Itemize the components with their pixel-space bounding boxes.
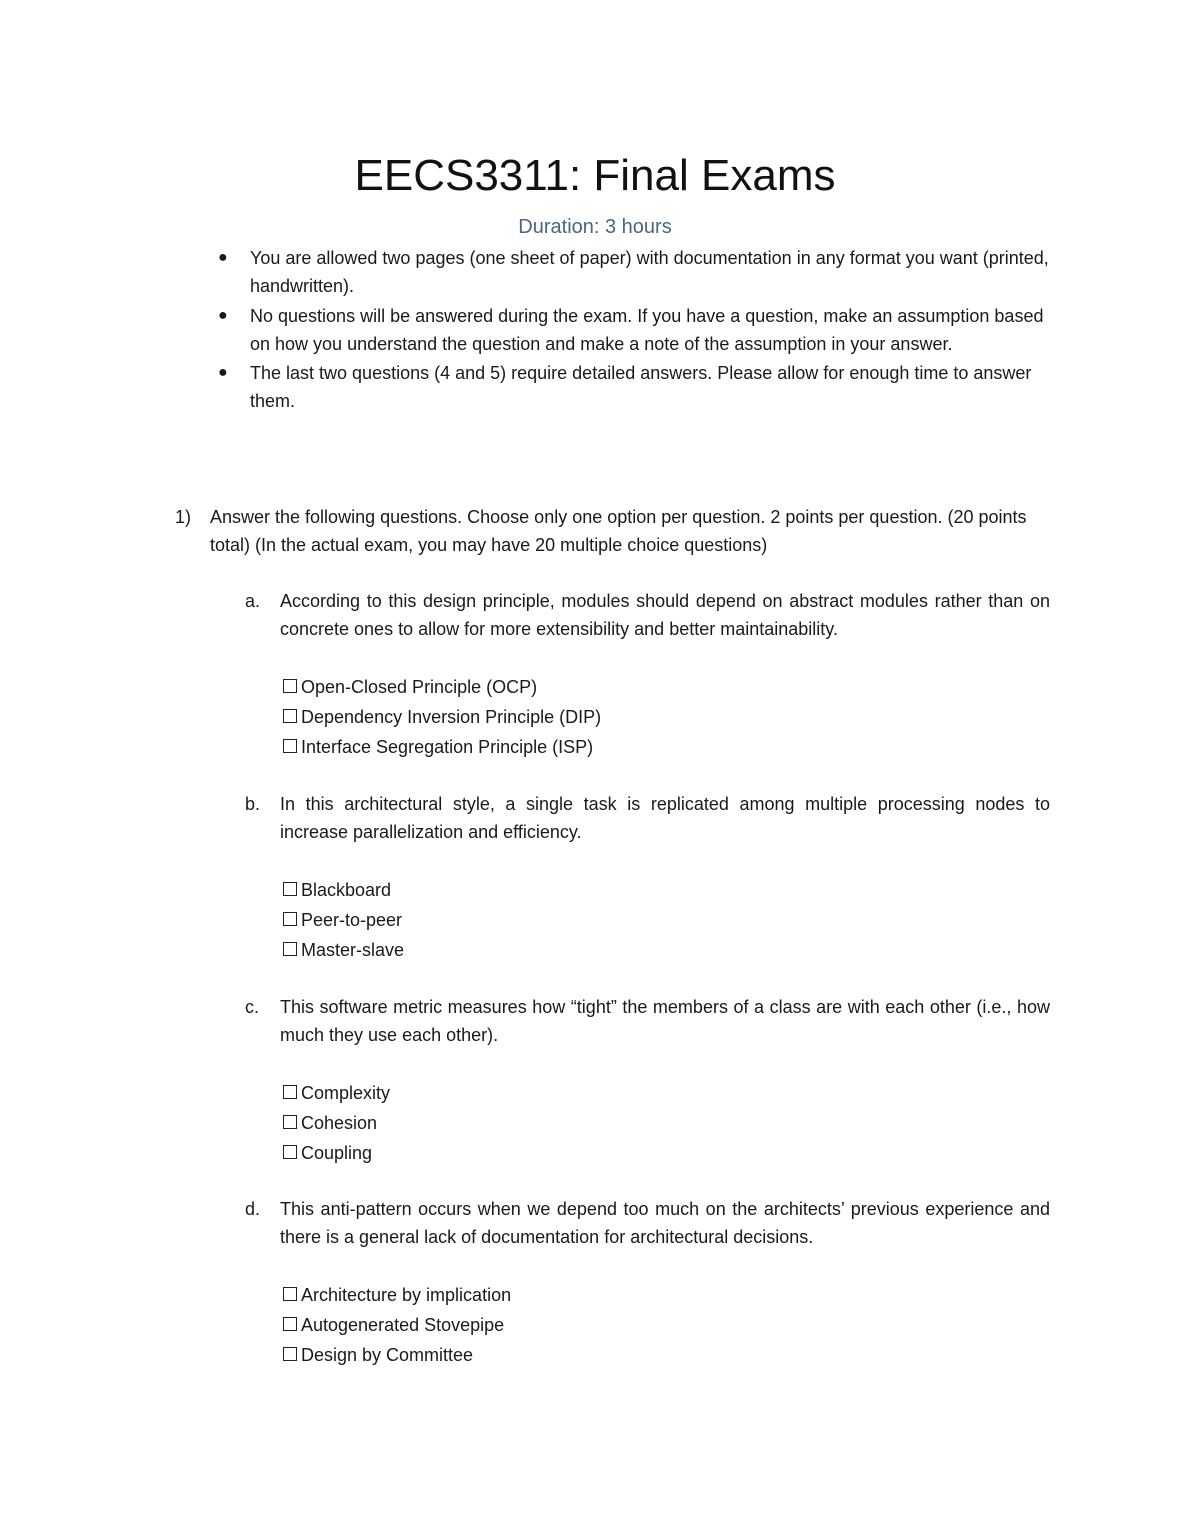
option-label: Interface Segregation Principle (ISP) bbox=[301, 737, 594, 757]
option-label: Design by Committee bbox=[301, 1345, 474, 1365]
rule-text: You are allowed two pages (one sheet of paper) with documentation in any format you want (printed, handwritten). bbox=[250, 248, 1049, 296]
subquestion-text: This anti-pattern occurs when we depend too much on the architects’ previous experience and there is a general lack of documentation for architectural decisions. bbox=[280, 1199, 1050, 1247]
option-item[interactable] bbox=[283, 935, 404, 965]
checkbox-icon[interactable] bbox=[283, 679, 297, 693]
subquestion-text: In this architectural style, a single task is replicated among multiple processing nodes to increase parallelization and efficiency. bbox=[280, 794, 1050, 842]
subquestion-text: According to this design principle, modules should depend on abstract modules rather than on concrete ones to allow for more extensibility and better maintainability. bbox=[280, 591, 1050, 639]
option-item[interactable] bbox=[283, 1108, 390, 1138]
option-item[interactable] bbox=[283, 672, 601, 702]
option-item[interactable] bbox=[283, 905, 404, 935]
rule-item bbox=[218, 302, 1060, 358]
option-list bbox=[283, 1280, 511, 1370]
option-item[interactable] bbox=[283, 1280, 511, 1310]
rule-item bbox=[218, 359, 1060, 415]
option-item[interactable] bbox=[283, 1310, 511, 1340]
option-label: Cohesion bbox=[301, 1113, 378, 1133]
question-number: 1) bbox=[175, 507, 192, 527]
option-list bbox=[283, 875, 404, 965]
checkbox-icon[interactable] bbox=[283, 1347, 297, 1361]
option-label: Master-slave bbox=[301, 940, 405, 960]
checkbox-icon[interactable] bbox=[283, 1145, 297, 1159]
subquestion-letter: b. bbox=[245, 794, 261, 814]
option-label: Peer-to-peer bbox=[301, 910, 403, 930]
option-list bbox=[283, 672, 601, 762]
bullet-icon: ● bbox=[218, 364, 228, 381]
option-item[interactable] bbox=[283, 1078, 390, 1108]
rule-text: No questions will be answered during the exam. If you have a question, make an assumption based on how you understand the question and make a note of the assumption in your answer. bbox=[250, 305, 1044, 354]
subquestion-letter: a. bbox=[245, 591, 261, 611]
page-title: EECS3311: Final Exams bbox=[354, 151, 836, 200]
question-text: Answer the following questions. Choose only one option per question. 2 points per question. (20 points total) (In the actual exam, you may have 20 multiple choice questions) bbox=[210, 507, 1027, 555]
option-list bbox=[283, 1078, 390, 1168]
option-item[interactable] bbox=[283, 1138, 390, 1168]
checkbox-icon[interactable] bbox=[283, 1317, 297, 1331]
option-label: Architecture by implication bbox=[301, 1285, 512, 1305]
checkbox-icon[interactable] bbox=[283, 1085, 297, 1099]
rule-text: The last two questions (4 and 5) require detailed answers. Please allow for enough time to answer them. bbox=[250, 363, 1032, 411]
checkbox-icon[interactable] bbox=[283, 1115, 297, 1129]
option-label: Dependency Inversion Principle (DIP) bbox=[301, 707, 602, 727]
checkbox-icon[interactable] bbox=[283, 1287, 297, 1301]
checkbox-icon[interactable] bbox=[283, 739, 297, 753]
option-item[interactable] bbox=[283, 702, 601, 732]
checkbox-icon[interactable] bbox=[283, 942, 297, 956]
option-label: Coupling bbox=[301, 1143, 373, 1163]
option-item[interactable] bbox=[283, 732, 601, 762]
option-item[interactable] bbox=[283, 875, 404, 905]
option-label: Open-Closed Principle (OCP) bbox=[301, 677, 538, 697]
bullet-icon: ● bbox=[218, 249, 228, 266]
option-label: Complexity bbox=[301, 1083, 391, 1103]
duration-subtitle: Duration: 3 hours bbox=[518, 216, 672, 238]
exam-rules-list bbox=[218, 244, 1060, 417]
option-label: Blackboard bbox=[301, 880, 392, 900]
checkbox-icon[interactable] bbox=[283, 882, 297, 896]
checkbox-icon[interactable] bbox=[283, 709, 297, 723]
subquestion-text: This software metric measures how “tight” the members of a class are with each other (i.e., how much they use each other). bbox=[280, 997, 1050, 1045]
checkbox-icon[interactable] bbox=[283, 912, 297, 926]
subquestion-letter: d. bbox=[245, 1199, 261, 1219]
rule-item bbox=[218, 244, 1060, 300]
bullet-icon: ● bbox=[218, 306, 228, 324]
option-label: Autogenerated Stovepipe bbox=[301, 1315, 505, 1335]
subquestion-letter: c. bbox=[245, 997, 260, 1017]
option-item[interactable] bbox=[283, 1340, 511, 1370]
